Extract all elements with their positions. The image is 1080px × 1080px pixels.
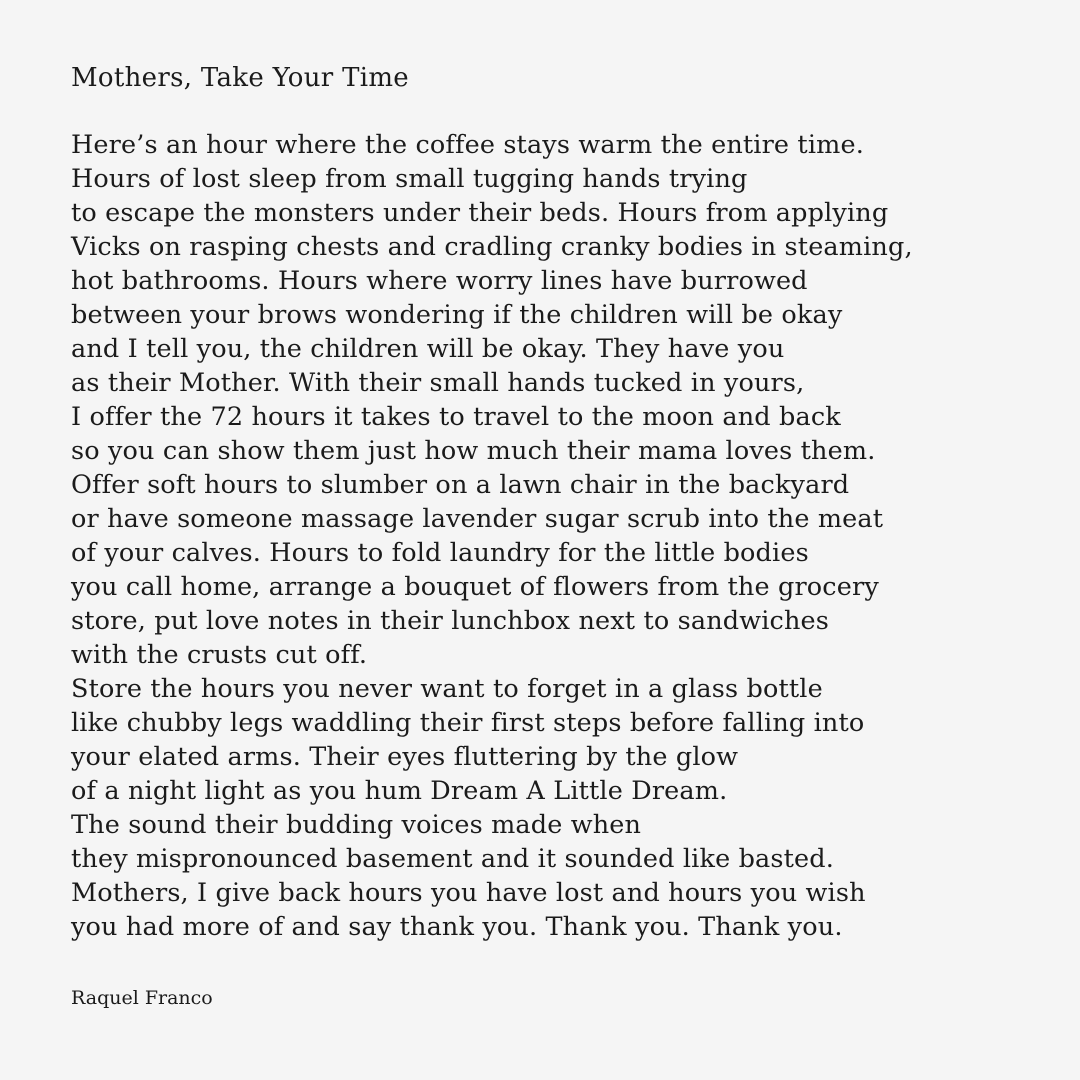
poem-line: to escape the monsters under their beds. Hours from applying xyxy=(71,198,889,228)
poem-line: they mispronounced basement and it sounded like basted. xyxy=(71,844,835,874)
poem-line: you call home, arrange a bouquet of flowers from the grocery xyxy=(71,572,879,602)
poem-title: Mothers, Take Your Time xyxy=(71,63,409,93)
poem-line: of your calves. Hours to fold laundry for the little bodies xyxy=(71,538,809,568)
poem-line: The sound their budding voices made when xyxy=(71,810,642,840)
poem-line: Here’s an hour where the coffee stays warm the entire time. xyxy=(71,130,864,160)
poem-line: with the crusts cut off. xyxy=(71,640,368,670)
poem-line: so you can show them just how much their mama loves them. xyxy=(71,436,876,466)
poem-line: Hours of lost sleep from small tugging hands trying xyxy=(71,164,748,194)
poem-line: and I tell you, the children will be okay. They have you xyxy=(71,334,785,364)
poem-line: like chubby legs waddling their first steps before falling into xyxy=(71,708,865,738)
poem-line: between your brows wondering if the children will be okay xyxy=(71,300,843,330)
poem-line: Store the hours you never want to forget in a glass bottle xyxy=(71,674,823,704)
poem-line: Vicks on rasping chests and cradling cranky bodies in steaming, xyxy=(71,232,913,262)
poem-body xyxy=(71,128,1061,944)
poem-author: Raquel Franco xyxy=(71,987,213,1009)
poem-line: Offer soft hours to slumber on a lawn chair in the backyard xyxy=(71,470,850,500)
poem-line: as their Mother. With their small hands tucked in yours, xyxy=(71,368,805,398)
poem-line: I offer the 72 hours it takes to travel to the moon and back xyxy=(71,402,841,432)
poem-line: of a night light as you hum Dream A Little Dream. xyxy=(71,776,728,806)
poem-line: hot bathrooms. Hours where worry lines have burrowed xyxy=(71,266,808,296)
poem-line: your elated arms. Their eyes fluttering by the glow xyxy=(71,742,739,772)
poem-line: or have someone massage lavender sugar scrub into the meat xyxy=(71,504,884,534)
poem-line: store, put love notes in their lunchbox next to sandwiches xyxy=(71,606,830,636)
poem-line: Mothers, I give back hours you have lost and hours you wish xyxy=(71,878,866,908)
poem-line: you had more of and say thank you. Thank you. Thank you. xyxy=(71,912,843,942)
